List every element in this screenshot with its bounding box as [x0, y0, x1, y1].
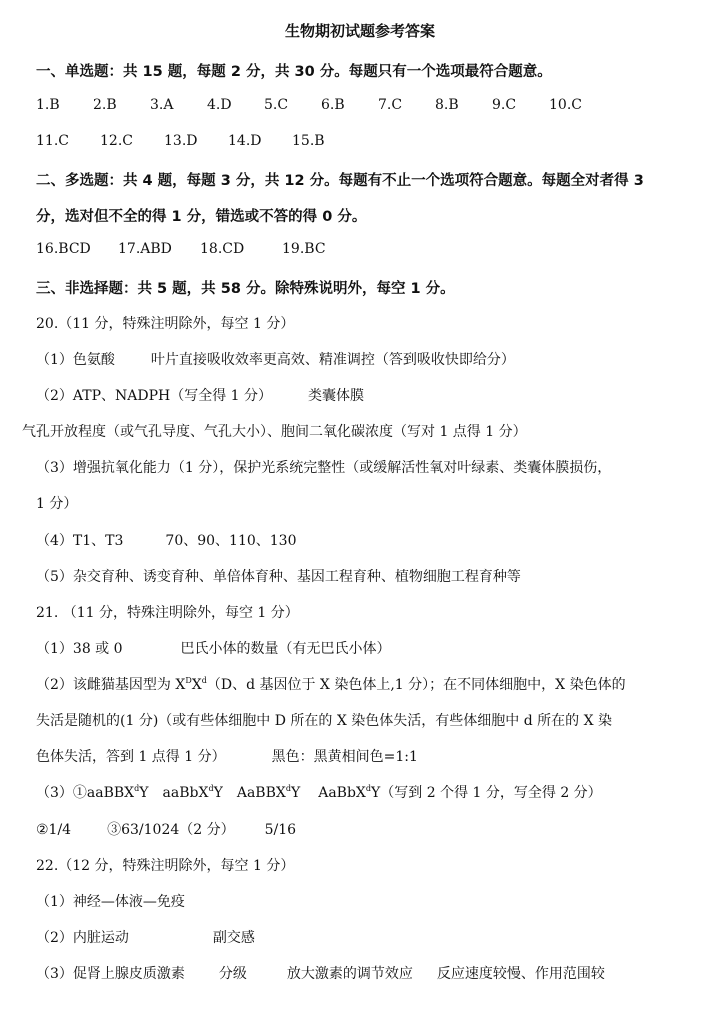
q22-2-answer-b: 副交感: [212, 930, 255, 946]
section-2-answers: [36, 241, 698, 257]
q21-4-answer-c: 5/16: [264, 822, 297, 838]
answer-18: 18.CD: [200, 241, 245, 257]
q20-part-4: [36, 530, 698, 550]
answer-9: 9.C: [492, 97, 517, 113]
section-2-heading-line-2: 分，选对但不全的得 1 分，错选或不答的得 0 分。: [36, 209, 367, 225]
answer-3: 3.A: [150, 97, 174, 113]
q22-1-answer: （1）神经—体液—免疫: [36, 894, 185, 910]
answer-12: 12.C: [100, 133, 133, 149]
q22-2-answer-a: （2）内脏运动: [36, 930, 129, 946]
q22-heading: 22.（12 分，特殊注明除外，每空 1 分）: [36, 858, 295, 874]
answer-15: 15.B: [292, 133, 325, 149]
q21-2-sup-d-lower: d: [201, 676, 207, 685]
q21-3-genotype-3: AaBBX: [236, 785, 286, 801]
q21-3-genotype-2: aaBbX: [162, 785, 209, 801]
q21-2-sup-d: D: [185, 676, 192, 685]
q22-3-answer-b: 分级: [218, 966, 247, 982]
q21-2-answer-line-3: [36, 746, 698, 766]
section-1-answers-row-2: [36, 133, 698, 149]
answer-5: 5.C: [264, 97, 289, 113]
q22-3-answer-c: 放大激素的调节效应: [286, 966, 413, 982]
q21-3-answer: [36, 782, 698, 802]
q20-3-answer-line-2: 1 分）: [36, 496, 78, 512]
q21-2-answer-c2: 黑色：黑黄相间色=1:1: [271, 749, 418, 765]
section-1-heading: 一、单选题：共 15 题，每题 2 分，共 30 分。每题只有一个选项最符合题意。: [36, 64, 552, 80]
answer-17: 17.ABD: [118, 241, 172, 257]
q20-2-answer-b: 类囊体膜: [308, 388, 365, 404]
answer-19: 19.BC: [282, 241, 326, 257]
q21-3-y-4-note: Y（写到 2 个得 1 分，写全得 2 分）: [371, 785, 602, 801]
q21-1-answer-b: 巴氏小体的数量（有无巴氏小体）: [180, 641, 391, 657]
q20-1-answer-b: 叶片直接吸收效率更高效、精准调控（答到吸收快即给分）: [150, 352, 515, 368]
answer-6: 6.B: [321, 97, 345, 113]
page-title: 生物期初试题参考答案: [284, 22, 435, 40]
answer-16: 16.BCD: [36, 241, 91, 257]
answer-8: 8.B: [435, 97, 459, 113]
answer-7: 7.C: [378, 97, 403, 113]
q21-2-text-pre: （2）该雌猫基因型为 X: [36, 677, 186, 693]
q21-3-genotype-4: AaBbX: [318, 785, 366, 801]
q21-3-sup-1: d: [134, 784, 140, 793]
q22-3-answer-d: 反应速度较慢、作用范围较: [436, 966, 605, 982]
section-3-heading: 三、非选择题：共 5 题，共 58 分。除特殊说明外，每空 1 分。: [36, 281, 455, 297]
answer-13: 13.D: [164, 133, 198, 149]
q20-2-answer-c: 气孔开放程度（或气孔导度、气孔大小）、胞间二氧化碳浓度（写对 1 点得 1 分）: [22, 424, 527, 440]
q21-2-text-post: （D、d 基因位于 X 染色体上,1 分）；在不同体细胞中，X 染色体的: [206, 677, 626, 693]
q20-5-answer: （5）杂交育种、诱变育种、单倍体育种、基因工程育种、植物细胞工程育种等: [36, 569, 521, 585]
section-2-heading-line-1: 二、多选题：共 4 题，每题 3 分，共 12 分。每题有不止一个选项符合题意。每题全对者得 3: [36, 173, 644, 189]
answer-1: 1.B: [36, 97, 60, 113]
q21-3-y-1: Y: [139, 785, 149, 801]
q20-heading: 20.（11 分，特殊注明除外，每空 1 分）: [36, 316, 295, 332]
answer-14: 14.D: [228, 133, 262, 149]
q21-3-genotype-1: （3）①aaBBX: [36, 785, 135, 801]
q22-part-2: [36, 927, 698, 947]
q21-part-1: [36, 638, 698, 658]
q21-2-answer-c1: 色体失活，答到 1 点得 1 分）: [36, 749, 226, 765]
q21-3-y-2: Y: [213, 785, 223, 801]
q21-1-answer-a: （1）38 或 0: [36, 641, 123, 657]
q21-3-sup-2: d: [208, 784, 214, 793]
q20-1-answer-a: （1）色氨酸: [36, 352, 115, 368]
q21-2-answer-line-2: 失活是随机的(1 分)（或有些体细胞中 D 所在的 X 染色体失活，有些体细胞中 d 所在的 X 染: [36, 713, 613, 729]
q21-2-answer-line-1: [36, 674, 698, 694]
q20-4-answer-a: （4）T1、T3: [36, 533, 124, 549]
q20-2-answer-a: （2）ATP、NADPH（写全得 1 分）: [36, 388, 273, 404]
q20-part-2: [36, 385, 698, 405]
q21-3-sup-3: d: [285, 784, 291, 793]
q20-3-answer-line-1: （3）增强抗氧化能力（1 分），保护光系统完整性（或缓解活性氧对叶绿素、类囊体膜损伤，: [36, 460, 612, 476]
q22-part-3: [36, 963, 698, 983]
answer-10: 10.C: [549, 97, 582, 113]
answer-2: 2.B: [93, 97, 117, 113]
q21-3-y-3: Y: [290, 785, 301, 801]
q20-part-1: [36, 349, 698, 369]
answer-11: 11.C: [36, 133, 69, 149]
q21-4-answer-a: ②1/4: [36, 822, 72, 838]
q21-2-text-x: X: [191, 677, 202, 693]
answer-4: 4.D: [207, 97, 232, 113]
q20-4-answer-b: 70、90、110、130: [165, 533, 297, 549]
q21-part-4: [36, 819, 698, 839]
q21-4-answer-b: ③63/1024（2 分）: [107, 822, 235, 838]
q22-3-answer-a: （3）促肾上腺皮质激素: [36, 966, 185, 982]
q21-heading: 21. （11 分，特殊注明除外，每空 1 分）: [36, 605, 299, 621]
section-1-answers-row-1: [36, 97, 698, 113]
q21-3-sup-4: d: [365, 784, 372, 793]
